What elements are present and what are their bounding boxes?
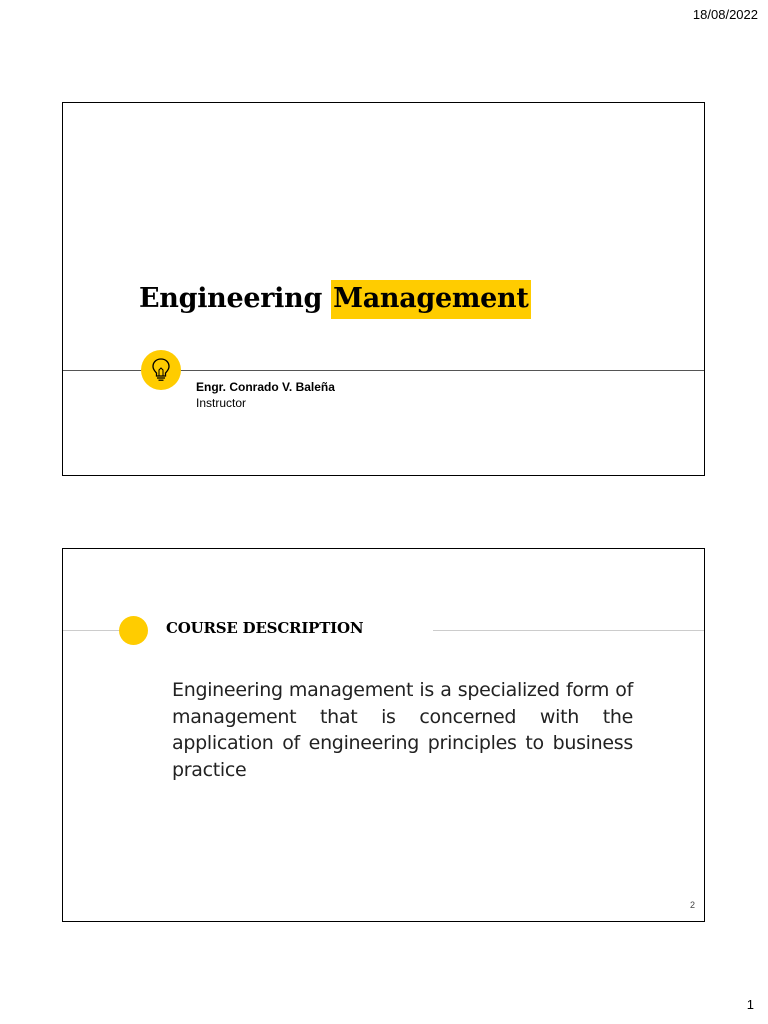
slide-1 bbox=[62, 102, 705, 476]
presentation-title bbox=[139, 283, 531, 314]
author-role: Instructor bbox=[196, 396, 247, 410]
lightbulb-icon bbox=[141, 350, 181, 390]
section-rule-left bbox=[63, 630, 125, 631]
course-description: Engineering management is a specialized form of management that is concerned with the application of engineering principles to business practice bbox=[172, 679, 633, 781]
slide-number: 2 bbox=[689, 900, 695, 910]
print-date: 18/08/2022 bbox=[692, 7, 758, 22]
page-number: 1 bbox=[746, 997, 754, 1012]
section-dot bbox=[119, 616, 148, 645]
title-highlight: Management bbox=[331, 280, 530, 319]
title-part1: Engineering bbox=[139, 283, 332, 314]
section-title: COURSE DESCRIPTION bbox=[166, 619, 364, 637]
author-name: Engr. Conrado V. Baleña bbox=[196, 380, 335, 394]
slide-2 bbox=[62, 548, 705, 922]
section-rule-right bbox=[433, 630, 704, 631]
